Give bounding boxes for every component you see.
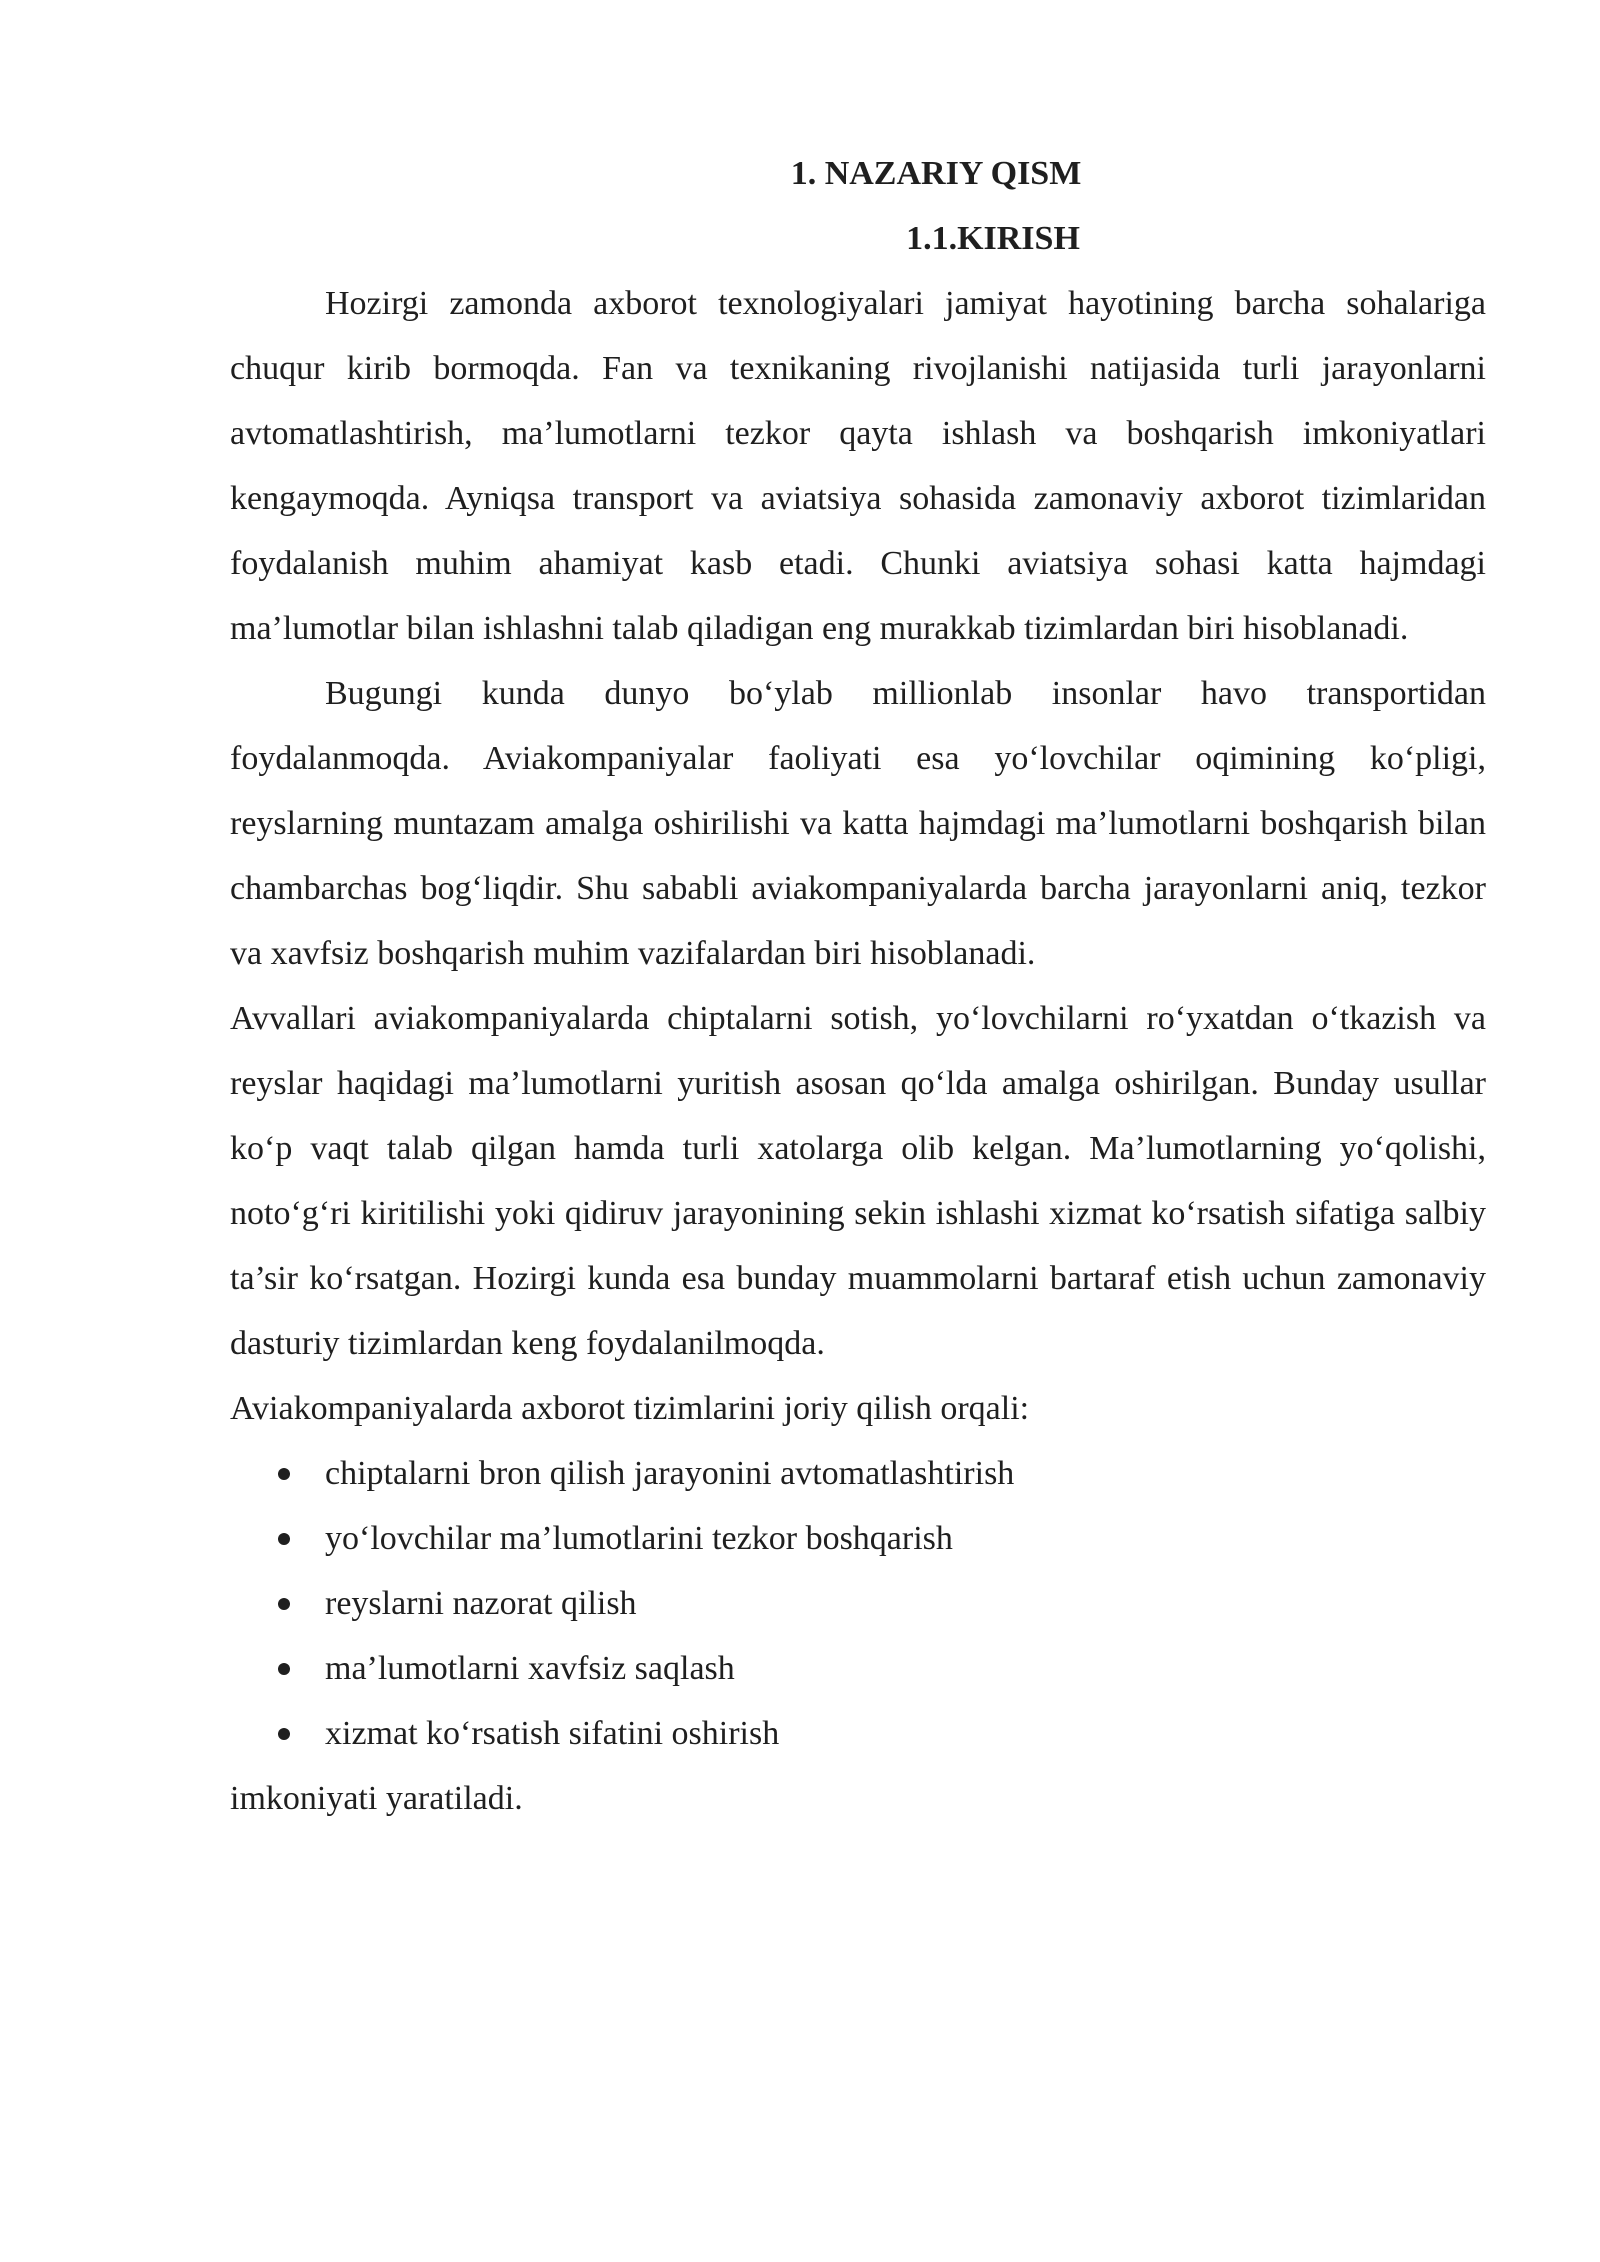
bullet-icon [278, 1533, 290, 1545]
benefits-list [230, 1441, 1486, 1766]
list-item-text: ma’lumotlarni xavfsiz saqlash [325, 1650, 735, 1687]
list-item-text: xizmat ko‘rsatish sifatini oshirish [325, 1715, 780, 1752]
list-item [230, 1506, 1486, 1571]
list-item-text: yo‘lovchilar ma’lumotlarini tezkor boshqarish [325, 1520, 953, 1557]
list-item [230, 1571, 1486, 1636]
paragraph-list-lead: Aviakompaniyalarda axborot tizimlarini joriy qilish orqali: [230, 1390, 1030, 1427]
paragraph-history: Avvallari aviakompaniyalarda chiptalarni sotish, yo‘lovchilarni ro‘yxatdan o‘tkazish va reyslar haqidagi ma’lumotlarni yuritish asosan qo‘lda amalga oshirilgan. Bunday usullar ko‘p vaqt talab qilgan hamda turli xatolarga olib kelgan. Ma’lumotlarning yo‘qolishi, noto‘g‘ri kiritilishi yoki qidiruv jarayonining sekin ishlashi xizmat ko‘rsatish sifatiga salbiy ta’sir ko‘rsatgan. Hozirgi kunda esa bunday muammolarni bartaraf etish uchun zamonaviy dasturiy tizimlardan keng foydalanilmoqda. [230, 1000, 1486, 1362]
paragraph-intro: Hozirgi zamonda axborot texnologiyalari jamiyat hayotining barcha sohalariga chuqur kirib bormoqda. Fan va texnikaning rivojlanishi natijasida turli jarayonlarni avtomatlashtirish, ma’lumotlarni tezkor qayta ishlash va boshqarish imkoniyatlari kengaymoqda. Ayniqsa transport va aviatsiya sohasida zamonaviy axborot tizimlaridan foydalanish muhim ahamiyat kasb etadi. Chunki aviatsiya sohasi katta hajmdagi ma’lumotlar bilan ishlashni talab qiladigan eng murakkab tizimlardan biri hisoblanadi. [230, 285, 1486, 647]
document-page [230, 141, 1486, 1831]
bullet-icon [278, 1663, 290, 1675]
bullet-icon [278, 1598, 290, 1610]
list-item-text: reyslarni nazorat qilish [325, 1585, 637, 1622]
list-item [230, 1441, 1486, 1506]
list-item-text: chiptalarni bron qilish jarayonini avtomatlashtirish [325, 1455, 1015, 1492]
section-heading: 1.1.KIRISH [906, 220, 1080, 257]
chapter-heading: 1. NAZARIY QISM [790, 155, 1082, 192]
paragraph-air-transport: Bugungi kunda dunyo bo‘ylab millionlab insonlar havo transportidan foydalanmoqda. Aviakompaniyalar faoliyati esa yo‘lovchilar oqimining ko‘pligi, reyslarning muntazam amalga oshirilishi va katta hajmdagi ma’lumotlarni boshqarish bilan chambarchas bog‘liqdir. Shu sababli aviakompaniyalarda barcha jarayonlarni aniq, tezkor va xavfsiz boshqarish muhim vazifalardan biri hisoblanadi. [230, 675, 1486, 972]
closing-line: imkoniyati yaratiladi. [230, 1780, 523, 1817]
bullet-icon [278, 1468, 290, 1480]
bullet-icon [278, 1728, 290, 1740]
list-item [230, 1636, 1486, 1701]
list-item [230, 1701, 1486, 1766]
